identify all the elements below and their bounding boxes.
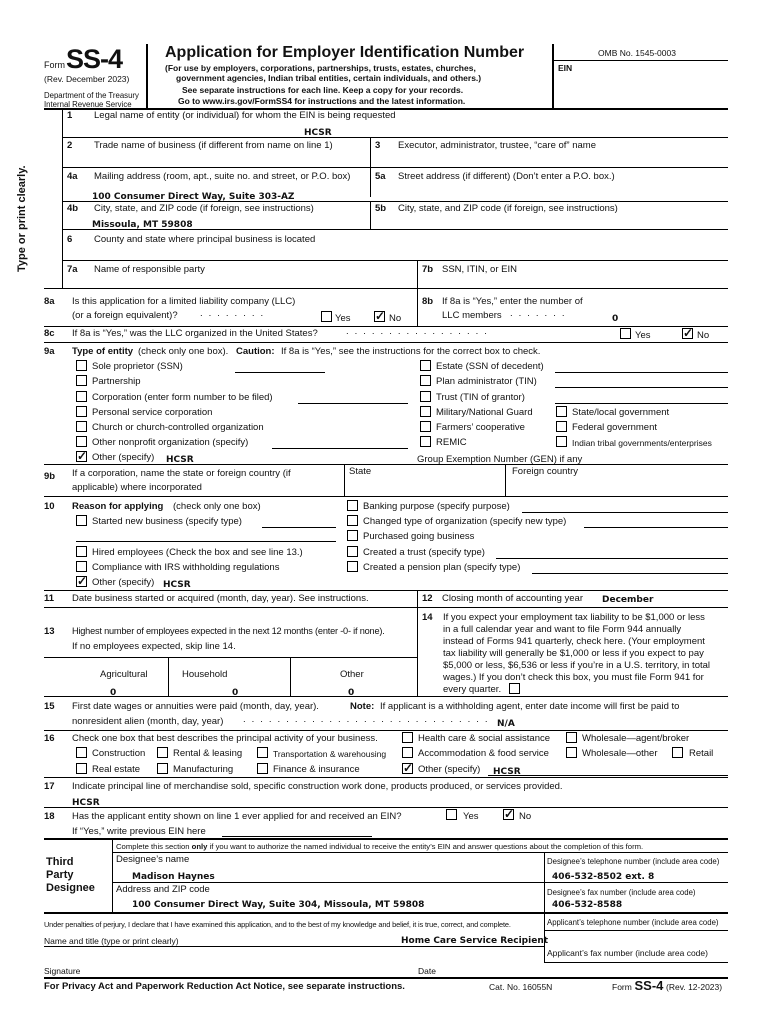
designee-section-3: Designee [46, 882, 95, 894]
line5b-label: City, state, and ZIP code (if foreign, see instructions) [398, 203, 618, 214]
line8a-label-2: (or a foreign equivalent)? [72, 310, 178, 321]
entity-farmers-checkbox[interactable] [420, 421, 431, 432]
subtitle-4: Go to www.irs.gov/FormSS4 for instructions and the latest information. [178, 96, 466, 106]
designee-section-1: Third [46, 856, 74, 868]
activity-transport-checkbox[interactable] [257, 747, 268, 758]
reason-purchased-checkbox[interactable] [347, 530, 358, 541]
form-revision: (Rev. December 2023) [44, 74, 130, 84]
other-employees-value[interactable]: 0 [348, 688, 355, 698]
activity-retail-checkbox[interactable] [672, 747, 683, 758]
line8c-label: If 8a is “Yes,” was the LLC organized in the United States? [72, 328, 318, 339]
line8a-label-1: Is this application for a limited liability company (LLC) [72, 296, 296, 307]
designee-fax-value[interactable]: 406-532-8588 [552, 900, 623, 910]
entity-estate-checkbox[interactable] [420, 360, 431, 371]
activity-finance-checkbox[interactable] [257, 763, 268, 774]
reason-trust-checkbox[interactable] [347, 546, 358, 557]
line7a-label: Name of responsible party [94, 264, 205, 275]
entity-nonprofit-checkbox[interactable] [76, 436, 87, 447]
agri-value[interactable]: 0 [110, 688, 117, 698]
footer-form-id: Form SS-4 (Rev. 12-2023) [612, 978, 723, 993]
reason-changed-checkbox[interactable] [347, 515, 358, 526]
line8a-no-checkbox[interactable] [374, 311, 385, 322]
foreign-country-label: Foreign country [512, 466, 579, 477]
line12-value[interactable]: December [602, 595, 654, 605]
dept-irs: Internal Revenue Service [44, 100, 132, 109]
form-title: Application for Employer Identification Number [165, 44, 525, 61]
line8a-yes-checkbox[interactable] [321, 311, 332, 322]
line14-checkbox[interactable] [509, 683, 520, 694]
side-label: Type or print clearly. [16, 165, 28, 272]
entity-psc-checkbox[interactable] [76, 406, 87, 417]
line8c-no-checkbox[interactable] [682, 328, 693, 339]
activity-rental-checkbox[interactable] [157, 747, 168, 758]
reason-other-checkbox[interactable] [76, 576, 87, 587]
subtitle-3: See separate instructions for each line. Keep a copy for your records. [182, 85, 464, 95]
household-value[interactable]: 0 [232, 688, 239, 698]
line8b-value[interactable]: 0 [612, 314, 619, 324]
entity-trust-checkbox[interactable] [420, 391, 431, 402]
signature-label: Signature [44, 966, 81, 976]
line7b-label: SSN, ITIN, or EIN [442, 264, 517, 275]
activity-other-value[interactable]: HCSR [493, 767, 521, 777]
line18-yes-checkbox[interactable] [446, 809, 457, 820]
activity-wholesale-agent-checkbox[interactable] [566, 732, 577, 743]
privacy-notice: For Privacy Act and Paperwork Reduction Act Notice, see separate instructions. [44, 981, 405, 992]
line18-no-checkbox[interactable] [503, 809, 514, 820]
entity-federal-checkbox[interactable] [556, 421, 567, 432]
designee-address-value[interactable]: 100 Consumer Direct Way, Suite 304, Missoula, MT 59808 [132, 900, 425, 910]
entity-military-checkbox[interactable] [420, 406, 431, 417]
perjury-statement: Under penalties of perjury, I declare that I have examined this application, and to the best of my knowledge and belief, it is true, correct, and complete. [44, 920, 511, 929]
reason-hired-checkbox[interactable] [76, 546, 87, 557]
activity-other-checkbox[interactable] [402, 763, 413, 774]
reason-started-checkbox[interactable] [76, 515, 87, 526]
activity-wholesale-other-checkbox[interactable] [566, 747, 577, 758]
form-label: Form [44, 60, 65, 70]
entity-plan-checkbox[interactable] [420, 375, 431, 386]
subtitle-2: government agencies, Indian tribal entities, certain individuals, and others.) [176, 73, 482, 83]
entity-sole-checkbox[interactable] [76, 360, 87, 371]
line6-label: County and state where principal business is located [94, 234, 316, 245]
designee-name-value[interactable]: Madison Haynes [132, 872, 215, 882]
line5a-label: Street address (if different) (Don’t enter a P.O. box.) [398, 171, 615, 182]
line17-value[interactable]: HCSR [72, 798, 100, 808]
line3-label: Executor, administrator, trustee, “care of” name [398, 140, 597, 151]
ein-label: EIN [558, 63, 573, 73]
form-number: SS-4 [66, 44, 123, 74]
entity-corp-checkbox[interactable] [76, 391, 87, 402]
line4a-value[interactable]: 100 Consumer Direct Way, Suite 303-AZ [92, 192, 295, 202]
line1-value[interactable]: HCSR [304, 128, 332, 138]
line8b-label-1: If 8a is “Yes,” enter the number of [442, 296, 583, 307]
name-title-value[interactable]: Home Care Service Recipient [401, 936, 549, 946]
activity-manufacturing-checkbox[interactable] [157, 763, 168, 774]
reason-other-value[interactable]: HCSR [163, 580, 191, 590]
line4a-label: Mailing address (room, apt., suite no. and street, or P.O. box) [94, 171, 351, 182]
line8b-label-2: LLC members [442, 310, 502, 321]
entity-remic-checkbox[interactable] [420, 436, 431, 447]
reason-pension-checkbox[interactable] [347, 561, 358, 572]
entity-other-value[interactable]: HCSR [166, 455, 194, 465]
entity-church-checkbox[interactable] [76, 421, 87, 432]
reason-compliance-checkbox[interactable] [76, 561, 87, 572]
state-label: State [349, 466, 372, 477]
designee-phone-value[interactable]: 406-532-8502 ext. 8 [552, 872, 655, 882]
entity-state-checkbox[interactable] [556, 406, 567, 417]
subtitle-1: (For use by employers, corporations, partnerships, trusts, estates, churches, [165, 63, 476, 73]
dept-treasury: Department of the Treasury [44, 91, 139, 100]
entity-indian-checkbox[interactable] [556, 436, 567, 447]
date-label: Date [418, 966, 436, 976]
line15-value[interactable]: N/A [497, 719, 515, 729]
activity-health-checkbox[interactable] [402, 732, 413, 743]
entity-partnership-checkbox[interactable] [76, 375, 87, 386]
activity-construction-checkbox[interactable] [76, 747, 87, 758]
omb-number: OMB No. 1545-0003 [598, 48, 676, 58]
designee-section-2: Party [46, 869, 74, 881]
line8c-yes-checkbox[interactable] [620, 328, 631, 339]
activity-realestate-checkbox[interactable] [76, 763, 87, 774]
designee-instruction: Complete this section only if you want to authorize the named individual to receive the entity’s EIN and answer questions about the completion of this form. [116, 842, 644, 851]
entity-other-checkbox[interactable] [76, 451, 87, 462]
line4b-label: City, state, and ZIP code (if foreign, see instructions) [94, 203, 314, 214]
cat-number: Cat. No. 16055N [489, 982, 553, 992]
line2-label: Trade name of business (if different from name on line 1) [94, 140, 333, 151]
line4b-value[interactable]: Missoula, MT 59808 [92, 220, 193, 230]
reason-banking-checkbox[interactable] [347, 500, 358, 511]
line1-label: Legal name of entity (or individual) for whom the EIN is being requested [94, 110, 396, 121]
activity-accommodation-checkbox[interactable] [402, 747, 413, 758]
gen-label: Group Exemption Number (GEN) if any [417, 454, 583, 465]
